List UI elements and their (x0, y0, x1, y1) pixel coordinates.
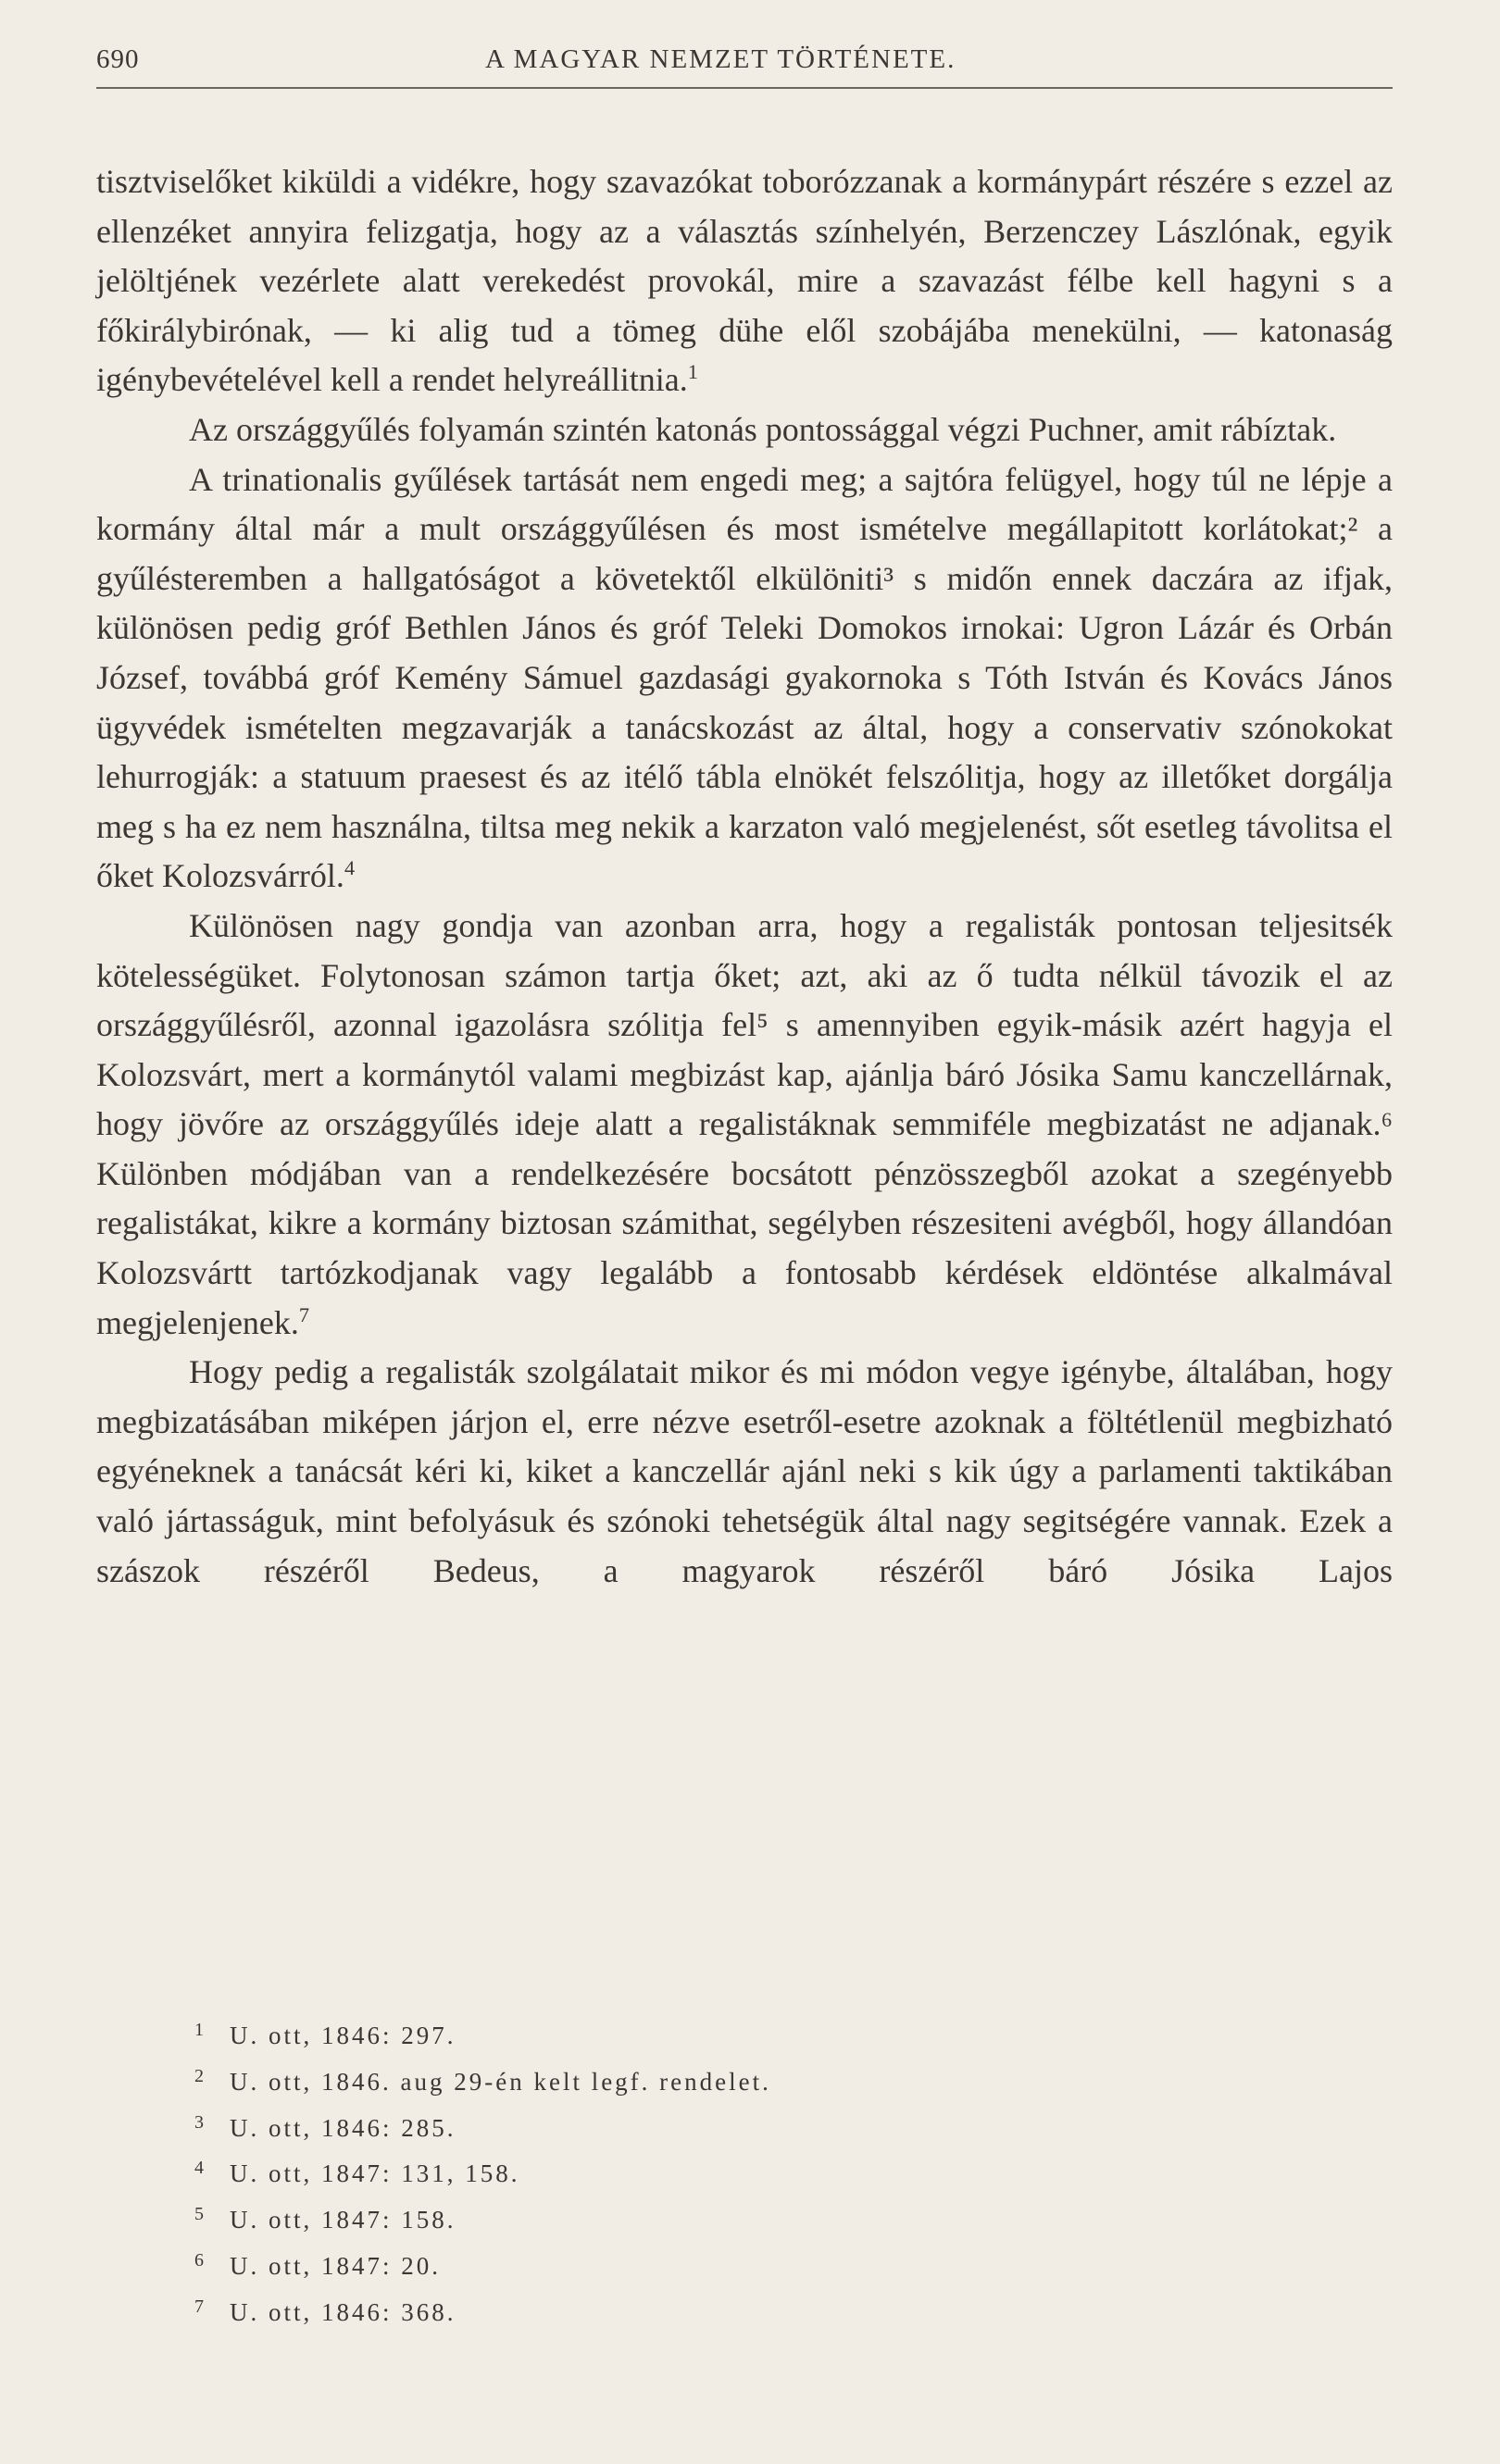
footnote (194, 2103, 1213, 2149)
running-title: A MAGYAR NEMZET TÖRTÉNETE. (485, 44, 956, 74)
footnote (194, 2195, 1213, 2241)
body-text (96, 157, 1393, 1596)
footnote-text: U. ott, 1847: 158. (230, 2206, 456, 2234)
footnote (194, 2241, 1213, 2287)
paragraph-text: Különösen nagy gondja van azonban arra, hogy a regalisták pontosan teljesitsék kötelességüket. Folytonosan számon tartja őket; azt, aki az ő tudta nélkül távozik el az országgyűlésről, azonnal igazolásra szólitja fel⁵ s amennyiben egyik-másik azért hagyja el Kolozsvárt, mert a kormánytól valami megbizást kap, ajánlja báró Jósika Samu kanczellárnak, hogy jövőre az országgyűlés ideje alatt a regalistáknak semmiféle megbizatást ne adjanak.⁶ Különben módjában van a rendelkezésére bocsátott pénzösszegből azokat a szegényebb regalistákat, kikre a kormány biztosan számithat, segélyben részesiteni avégből, hogy állandóan Kolozsvártt tartózkodjanak vagy legalább a fontosabb kérdések eldöntése alkalmával megjelenjenek. (96, 906, 1393, 1341)
paragraph-4 (96, 902, 1393, 1348)
footnote-ref: 7 (298, 1302, 310, 1326)
footnote-ref: 4 (344, 856, 356, 880)
footnote-mark: 5 (194, 2204, 206, 2225)
footnote-mark: 3 (194, 2111, 206, 2133)
paragraph-text: Hogy pedig a regalisták szolgálatait mikor és mi módon vegye igénybe, általában, hogy megbizatásában miképen járjon el, erre nézve esetről-esetre azoknak a föltétlenül megbizható egyéneknek a tanácsát kéri ki, kiket a kanczellár ajánl neki s kik úgy a parlamenti taktikában való jártasságuk, mint befolyásuk és szónoki tehetségük által nagy segitségére vannak. Ezek a szászok részéről Bedeus, a magyarok részéről báró Jósika Lajos (96, 1353, 1393, 1589)
paragraph-5 (96, 1348, 1393, 1596)
footnote (194, 2287, 1213, 2333)
footnote-mark: 6 (194, 2249, 206, 2271)
footnote-mark: 1 (194, 2020, 206, 2040)
footnote-text: U. ott, 1847: 131, 158. (230, 2159, 520, 2188)
paragraph-text: Az országgyűlés folyamán szintén katonás pontossággal végzi Puchner, amit rábíztak. (189, 410, 1337, 448)
paragraph-text: A trinationalis gyűlések tartását nem engedi meg; a sajtóra felügyel, hogy túl ne lépje a kormány által már a mult országgyűlésen és most ismételve megállapitott korlátokat;² a gyűlésteremben a hallgatóságot a követektől elkülöniti³ s midőn ennek daczára az ifjak, különösen pedig gróf Bethlen János és gróf Teleki Domokos irnokai: Ugron Lázár és Orbán József, továbbá gróf Kemény Sámuel gazdasági gyakornoka s Tóth István és Kovács János ügyvédek ismételten megzavarják a tanácskozást az által, hogy a conservativ szónokokat lehurrogják: a statuum praesest és az itélő tábla elnökét felszólitja, hogy az illetőket dorgálja meg s ha ez nem használna, tiltsa meg nekik a karzaton való megjelenést, sőt esetleg távolitsa el őket Kolozsvárról. (96, 460, 1393, 895)
footnote (194, 2010, 1213, 2057)
footnote (194, 2057, 1213, 2103)
footnote-text: U. ott, 1846: 368. (230, 2297, 456, 2326)
footnote-mark: 2 (194, 2065, 206, 2086)
footnote (194, 2148, 1213, 2195)
footnote-text: U. ott, 1847: 20. (230, 2251, 442, 2280)
paragraph-3 (96, 455, 1393, 902)
page-header (96, 44, 1393, 85)
footnote-text: U. ott, 1846: 285. (230, 2113, 456, 2142)
footnote-text: U. ott, 1846: 297. (230, 2022, 456, 2049)
paragraph-text: tisztviselőket kiküldi a vidékre, hogy szavazókat toborózzanak a kormánypárt részére s ezzel az ellenzéket annyira felizgatja, hogy az a választás színhelyén, Berzenczey Lászlónak, egyik jelöltjének vezérlete alatt verekedést provokál, mire a szavazást félbe kell hagyni s a főkirálybirónak, — ki alig tud a tömeg dühe elől szobájába menekülni, — katonaság igénybevételével kell a rendet helyreállitnia. (96, 163, 1393, 399)
paragraph-2 (96, 405, 1393, 455)
footnotes (194, 2010, 1213, 2333)
page-number: 690 (96, 44, 140, 74)
footnote-text: U. ott, 1846. aug 29-én kelt legf. rendelet. (230, 2067, 771, 2096)
paragraph-1 (96, 157, 1393, 405)
footnote-ref: 1 (687, 360, 698, 384)
footnote-mark: 4 (194, 2158, 206, 2179)
header-rule (96, 87, 1393, 89)
footnote-mark: 7 (194, 2296, 206, 2317)
